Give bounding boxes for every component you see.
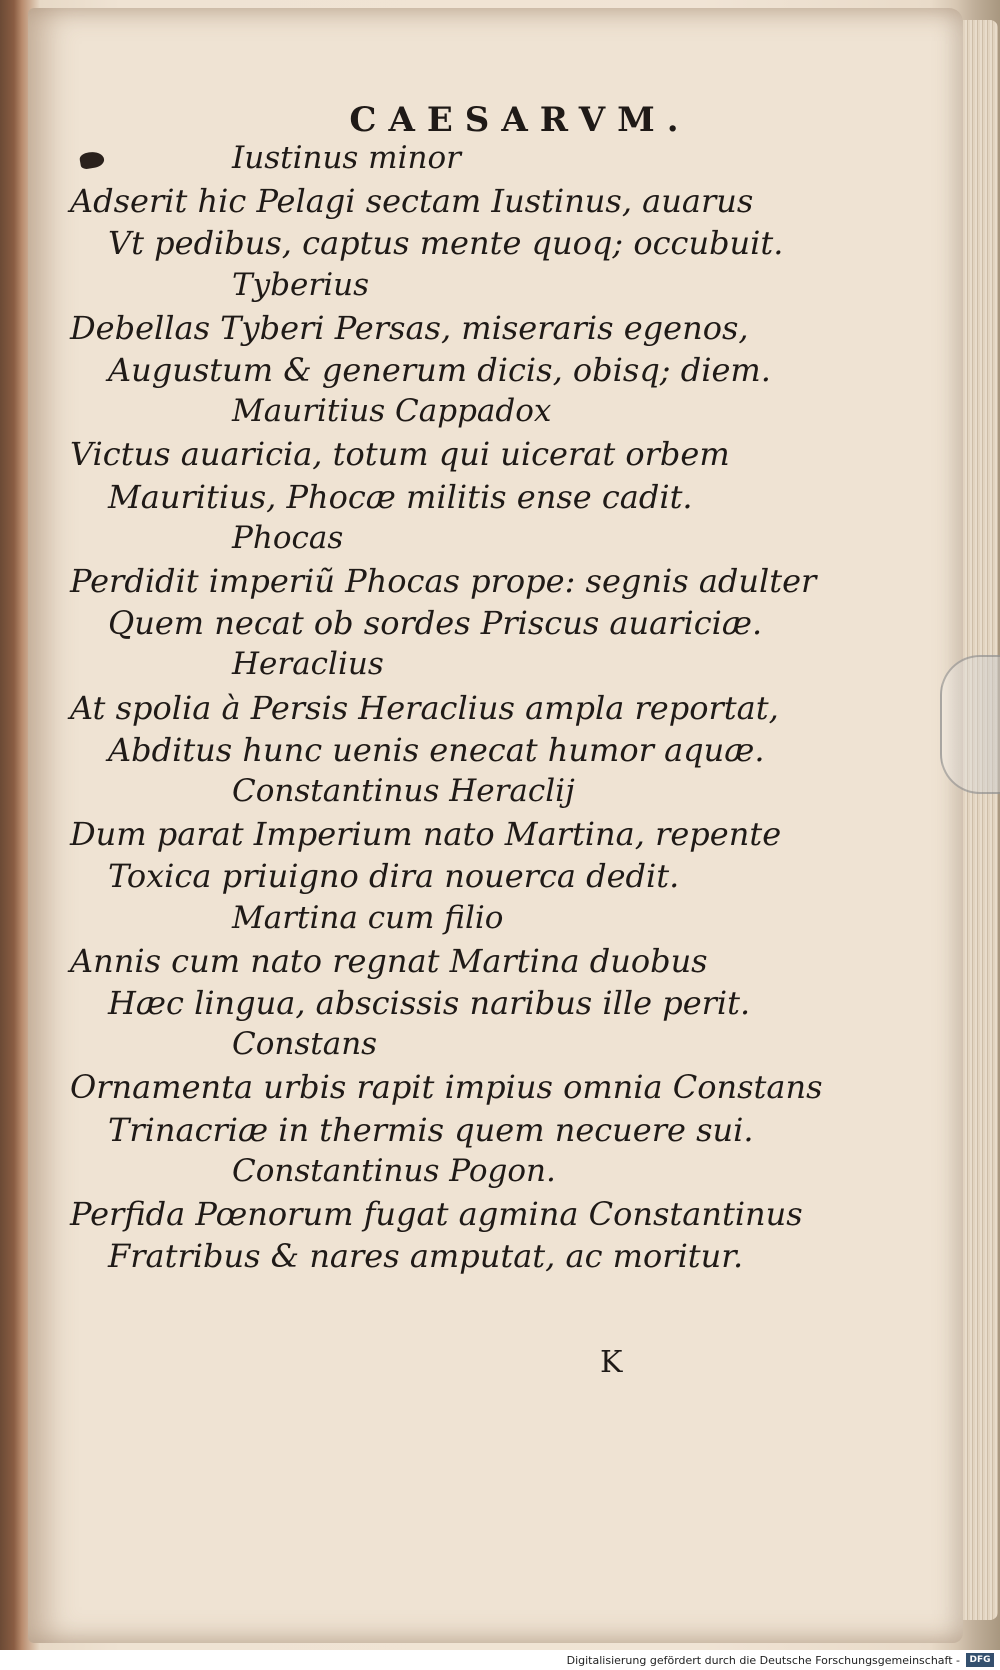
section-title: Iustinus minor (232, 140, 461, 176)
section-title: Heraclius (232, 646, 384, 683)
footer-text: Digitalisierung gefördert durch die Deutsche Forschungsgemeinschaft - (566, 1654, 960, 1667)
manicule-icon (79, 150, 105, 170)
section-title: Tyberius (232, 266, 369, 303)
signature-mark: K (600, 1345, 623, 1380)
section-title: Martina cum filio (232, 899, 504, 936)
verse-line: Abditus hunc uenis enecat humor aquæ. (108, 730, 765, 769)
verse-line: Dum parat Imperium nato Martina, repente (70, 815, 782, 854)
verse-line: Ornamenta urbis rapit impius omnia Constans (70, 1068, 823, 1107)
verse-line: Hæc lingua, abscissis naribus ille perit. (108, 984, 751, 1022)
verse-line: Debellas Tyberi Persas, miseraris egenos, (70, 308, 749, 347)
verse-line: Quem necat ob sordes Priscus auariciæ. (108, 604, 763, 643)
verse-line: Vt pedibus, captus mente quoq; occubuit. (108, 224, 784, 263)
verse-line: Augustum & generum dicis, obisq; diem. (108, 351, 771, 389)
verse-line: Adserit hic Pelagi sectam Iustinus, auarus (70, 182, 754, 221)
running-header: CAESARVM. (349, 100, 691, 140)
verse-line: At spolia à Persis Heraclius ampla reportat, (70, 688, 779, 727)
verse-line: Toxica priuigno dira nouerca dedit. (108, 857, 680, 896)
verse-line: Perdidit imperiũ Phocas prope: segnis adulter (70, 562, 817, 600)
section-title: Constantinus Heraclij (232, 773, 575, 809)
verse-line: Mauritius, Phocæ militis ense cadit. (108, 477, 693, 516)
verse-line: Trinacriæ in thermis quem necuere sui. (108, 1110, 754, 1149)
verse-line: Annis cum nato regnat Martina duobus (70, 941, 708, 980)
section-title: Mauritius Cappadox (232, 393, 552, 430)
section-title: Constantinus Pogon. (232, 1152, 556, 1189)
verse-line: Perfida Pœnorum fugat agmina Constantinus (70, 1195, 803, 1233)
section-title: Constans (232, 1026, 378, 1063)
footer-bar (0, 1650, 1000, 1670)
verse-line: Fratribus & nares amputat, ac moritur. (108, 1237, 744, 1276)
dfg-logo: DFG (966, 1653, 994, 1667)
verse-line: Victus auaricia, totum qui uicerat orbem (70, 435, 730, 474)
section-title: Phocas (232, 519, 344, 556)
